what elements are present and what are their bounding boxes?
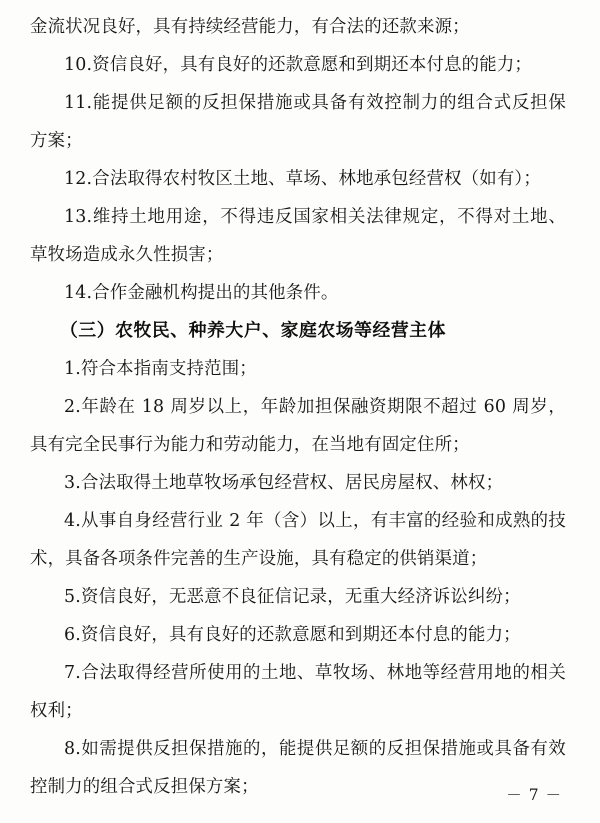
- list-item-10: 10.资信良好，具有良好的还款意愿和到期还本付息的能力；: [64, 55, 533, 75]
- list-item-13: 13.维持土地用途，不得违反国家相关法律规定，不得对土地、草牧场造成永久性损害；: [30, 207, 566, 265]
- list-item-11: 11.能提供足额的反担保措施或具备有效控制力的组合式反担保方案；: [30, 93, 566, 151]
- list-item-14: 14.合作金融机构提出的其他条件。: [64, 283, 339, 303]
- list-item-4: 4.从事自身经营行业 2 年（含）以上，有丰富的经验和成熟的技术，具备各项条件完善的生产设施，具有稳定的供销渠道；: [30, 511, 566, 569]
- list-item-12: 12.合法取得农村牧区土地、草场、林地承包经营权（如有）；: [64, 169, 541, 189]
- list-item-5: 5.资信良好，无恶意不良征信记录，无重大经济诉讼纠纷；: [64, 587, 521, 607]
- list-item-7: 7.合法取得经营所使用的土地、草牧场、林地等经营用地的相关权利；: [30, 663, 566, 721]
- paragraph-continued: 金流状况良好，具有持续经营能力，有合法的还款来源；: [30, 17, 470, 37]
- list-item-2: 2.年龄在 18 周岁以上，年龄加担保融资期限不超过 60 周岁，具有完全民事行为能力和劳动能力，在当地有固定住所；: [30, 397, 566, 455]
- list-item-3: 3.合法取得土地草牧场承包经营权、居民房屋权、林权；: [64, 473, 504, 493]
- section-heading-three: （三）农牧民、种养大户、家庭农场等经营主体: [60, 320, 447, 341]
- page-number: － 7 －: [506, 786, 562, 804]
- list-item-6: 6.资信良好，具有良好的还款意愿和到期还本付息的能力；: [64, 625, 521, 645]
- list-item-1: 1.符合本指南支持范围；: [64, 359, 257, 379]
- list-item-8: 8.如需提供反担保措施的，能提供足额的反担保措施或具备有效控制力的组合式反担保方案；: [30, 739, 566, 797]
